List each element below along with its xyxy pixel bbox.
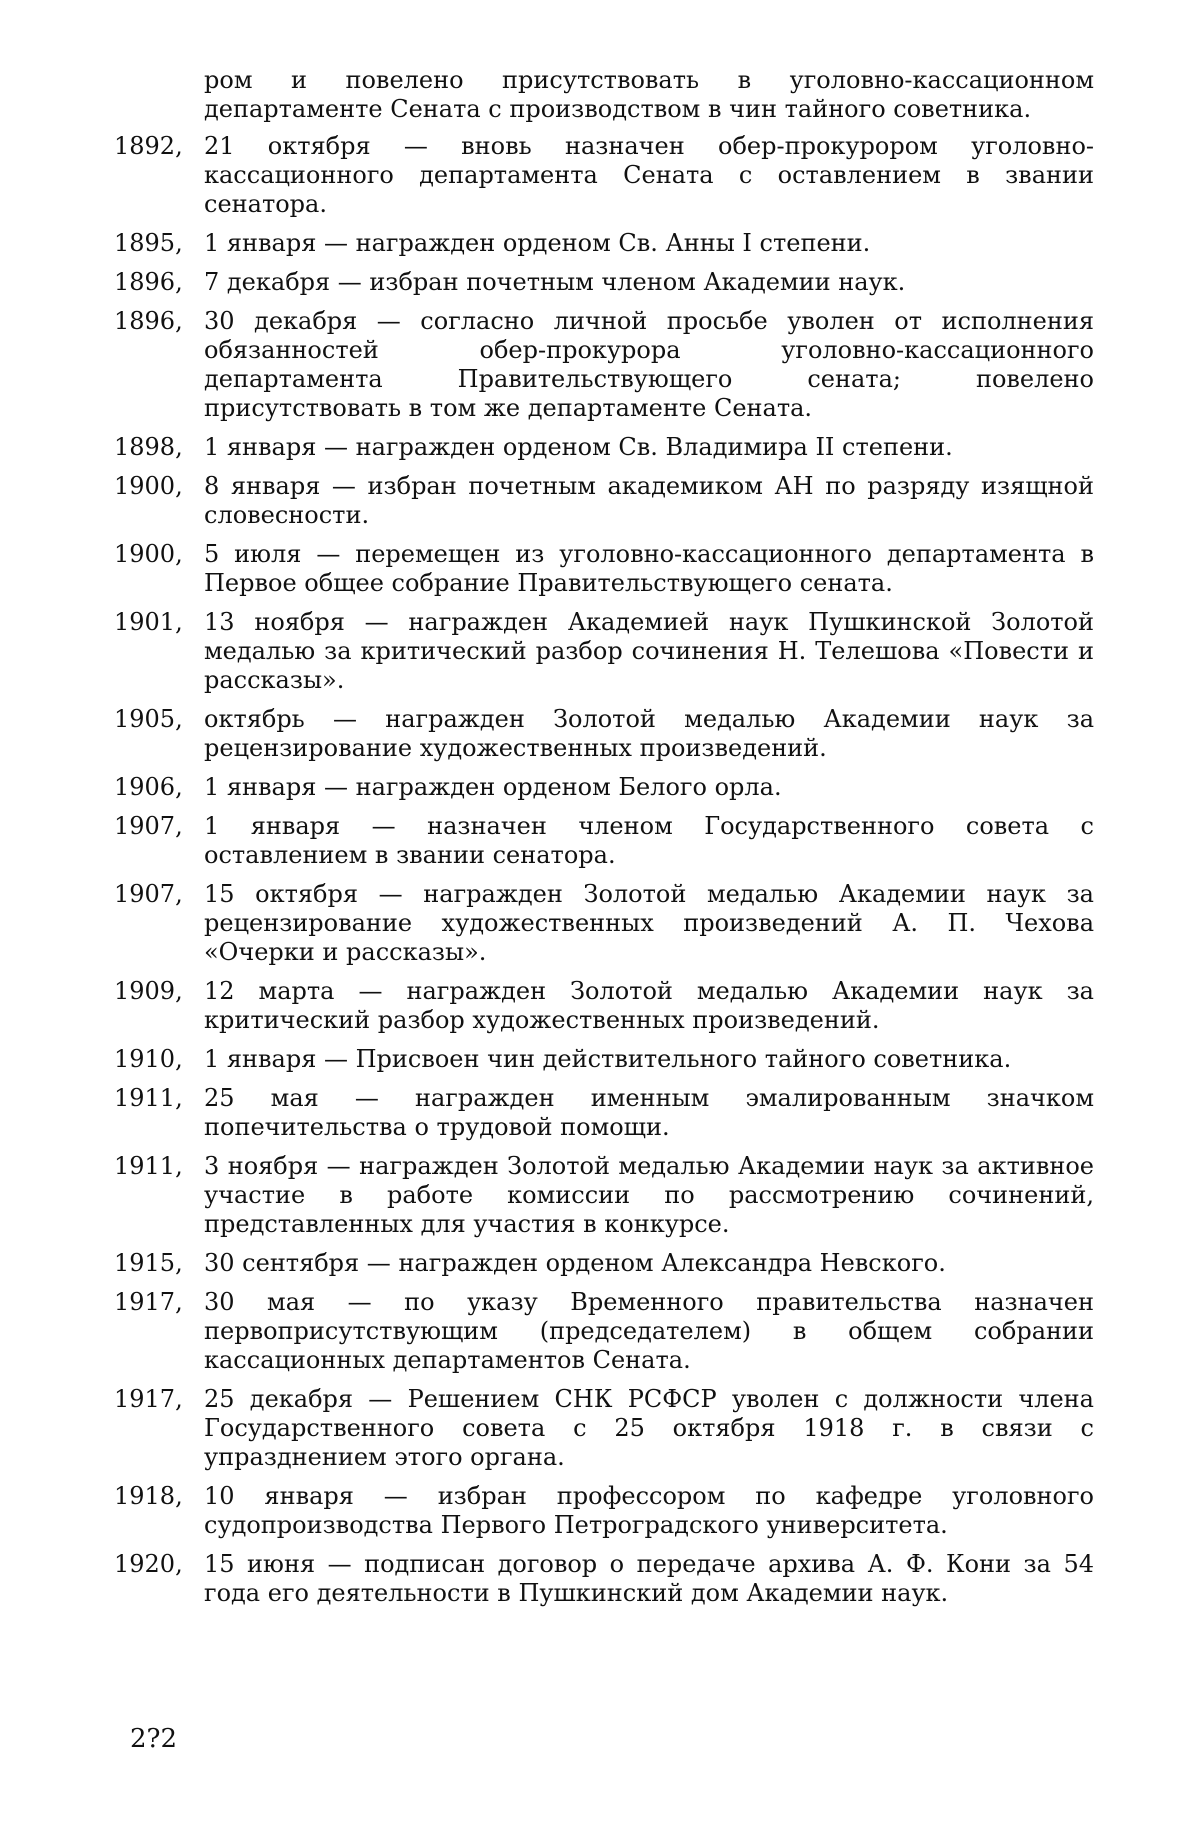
entry-text: 1 января — награжден орденом Белого орла. xyxy=(204,773,782,801)
entry-year: 1907, xyxy=(114,812,183,840)
entry-year: 1900, xyxy=(114,540,183,568)
entry-year: 1910, xyxy=(114,1045,183,1073)
entry-year: 1909, xyxy=(114,977,183,1005)
entry-text: 10 января — избран профессором по кафедре уголовного судопроизводства Первого Петроградского университета. xyxy=(204,1482,1094,1539)
chronology-entry xyxy=(114,1288,1094,1375)
chronology-entry xyxy=(114,1045,1094,1074)
entry-text: 1 января — назначен членом Государственного совета с оставлением в звании сенатора. xyxy=(204,812,1094,869)
chronology-entry xyxy=(114,880,1094,967)
entry-year: 1917, xyxy=(114,1288,183,1316)
chronology-entry xyxy=(114,1249,1094,1278)
chronology-entry xyxy=(114,540,1094,598)
entry-text: 25 мая — награжден именным эмалированным значком попечительства о трудовой помощи. xyxy=(204,1084,1094,1141)
entry-year: 1896, xyxy=(114,268,183,296)
entry-year: 1907, xyxy=(114,880,183,908)
entry-year: 1911, xyxy=(114,1084,183,1112)
entry-year: 1896, xyxy=(114,307,183,335)
entry-year: 1900, xyxy=(114,472,183,500)
page-number: 2?2 xyxy=(130,1724,178,1754)
entry-text: 5 июля — перемещен из уголовно-кассационного департамента в Первое общее собрание Правительствующего сената. xyxy=(204,540,1094,597)
entry-year: 1892, xyxy=(114,132,183,160)
chronology-entry xyxy=(114,132,1094,219)
continuation-paragraph xyxy=(114,66,1094,124)
chronology-entry xyxy=(114,705,1094,763)
entry-year: 1906, xyxy=(114,773,183,801)
entry-year: 1905, xyxy=(114,705,183,733)
entry-text: 15 октября — награжден Золотой медалью Академии наук за рецензирование художественных произведений А. П. Чехова «Очерки и рассказы». xyxy=(204,880,1094,966)
chronology-entry xyxy=(114,1152,1094,1239)
chronology-list xyxy=(114,66,1094,1618)
entry-text: 1 января — награжден орденом Св. Анны I степени. xyxy=(204,229,871,257)
entry-text: 30 декабря — согласно личной просьбе уволен от исполнения обязанностей обер-прокурора уголовно-кассационного департамента Правительствующего сената; повелено присутствовать в том же департаменте Сената. xyxy=(204,307,1094,422)
entry-text: октябрь — награжден Золотой медалью Академии наук за рецензирование художественных произведений. xyxy=(204,705,1094,762)
chronology-entry xyxy=(114,773,1094,802)
chronology-entry xyxy=(114,812,1094,870)
entry-text: 8 января — избран почетным академиком АН по разряду изящной словесности. xyxy=(204,472,1094,529)
entry-year: 1918, xyxy=(114,1482,183,1510)
entry-text: 21 октября — вновь назначен обер-прокурором уголовно-кассационного департамента Сената с оставлением в звании сенатора. xyxy=(204,132,1094,218)
entry-year: 1920, xyxy=(114,1550,183,1578)
entry-year: 1898, xyxy=(114,433,183,461)
entry-text: 30 мая — по указу Временного правительства назначен первоприсутствующим (председателем) в общем собрании кассационных департаментов Сената. xyxy=(204,1288,1094,1374)
entry-text: 25 декабря — Решением СНК РСФСР уволен с должности члена Государственного совета с 25 октября 1918 г. в связи с упразднением этого органа. xyxy=(204,1385,1094,1471)
entry-text: 1 января — награжден орденом Св. Владимира II степени. xyxy=(204,433,953,461)
entry-text: 1 января — Присвоен чин действительного тайного советника. xyxy=(204,1045,1012,1073)
chronology-entry xyxy=(114,433,1094,462)
entry-year: 1917, xyxy=(114,1385,183,1413)
entry-text: 12 марта — награжден Золотой медалью Академии наук за критический разбор художественных произведений. xyxy=(204,977,1094,1034)
chronology-entry xyxy=(114,268,1094,297)
entry-year: 1901, xyxy=(114,608,183,636)
chronology-entry xyxy=(114,1550,1094,1608)
chronology-entry xyxy=(114,608,1094,695)
chronology-entry xyxy=(114,1482,1094,1540)
entry-year: 1915, xyxy=(114,1249,183,1277)
entry-text: 30 сентября — награжден орденом Александра Невского. xyxy=(204,1249,946,1277)
chronology-entry xyxy=(114,1385,1094,1472)
chronology-entry xyxy=(114,977,1094,1035)
entry-text: 3 ноября — награжден Золотой медалью Академии наук за активное участие в работе комиссии по рассмотрению сочинений, представленных для участия в конкурсе. xyxy=(204,1152,1094,1238)
chronology-entry xyxy=(114,472,1094,530)
chronology-entry xyxy=(114,229,1094,258)
entry-year: 1895, xyxy=(114,229,183,257)
chronology-entry xyxy=(114,1084,1094,1142)
continuation-text: ром и повелено присутствовать в уголовно-кассационном департаменте Сената с производством в чин тайного советника. xyxy=(204,66,1094,123)
entry-text: 13 ноября — награжден Академией наук Пушкинской Золотой медалью за критический разбор сочинения Н. Телешова «Повести и рассказы». xyxy=(204,608,1094,694)
entry-text: 7 декабря — избран почетным членом Академии наук. xyxy=(204,268,906,296)
chronology-entry xyxy=(114,307,1094,423)
entry-text: 15 июня — подписан договор о передаче архива А. Ф. Кони за 54 года его деятельности в Пушкинский дом Академии наук. xyxy=(204,1550,1094,1607)
entry-year: 1911, xyxy=(114,1152,183,1180)
